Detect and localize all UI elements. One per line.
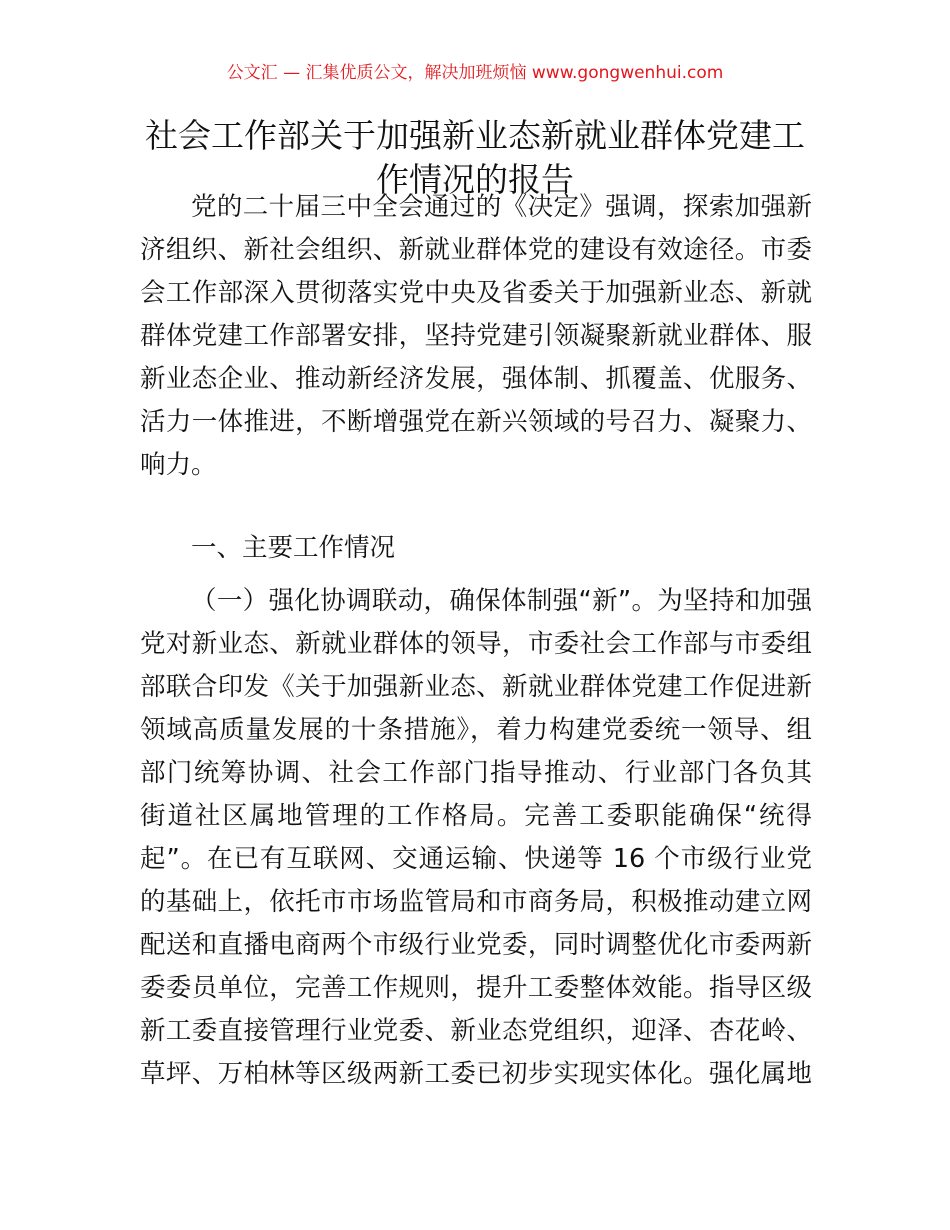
text-line: 响力。	[140, 450, 217, 480]
text-line: 部门统筹协调、社会工作部门指导推动、行业部门各负其	[140, 758, 812, 788]
title-line: 作情况的报告	[376, 160, 574, 199]
text-line: 领域高质量发展的十条措施》，着力构建党委统一领导、组	[140, 715, 812, 745]
paragraph	[140, 580, 812, 1096]
text-line: 会工作部深入贯彻落实党中央及省委关于加强新业态、新就	[140, 278, 812, 308]
document-body	[140, 186, 812, 1096]
text-line: 党对新业态、新就业群体的领导，市委社会工作部与市委组	[140, 629, 812, 659]
text-line: 街道社区属地管理的工作格局。完善工委职能确保“统得	[140, 801, 812, 831]
text-line: 群体党建工作部署安排，坚持党建引领凝聚新就业群体、服	[140, 321, 812, 351]
paragraph	[140, 186, 812, 487]
title-line: 社会工作部关于加强新业态新就业群体党建工	[145, 116, 805, 155]
section-heading	[140, 527, 812, 570]
text-line: 活力一体推进，不断增强党在新兴领域的号召力、凝聚力、	[140, 407, 812, 437]
text-line: （一）强化协调联动，确保体制强“新”。为坚持和加强	[191, 586, 812, 616]
text-line: 新业态企业、推动新经济发展，强体制、抓覆盖、优服务、	[140, 364, 812, 394]
text-line: 济组织、新社会组织、新就业群体党的建设有效途径。市委	[140, 235, 812, 265]
text-line: 部联合印发《关于加强新业态、新就业群体党建工作促进新	[140, 672, 812, 702]
watermark-banner: 公文汇 — 汇集优质公文，解决加班烦恼 www.gongwenhui.com	[226, 63, 724, 83]
text-line: 新工委直接管理行业党委、新业态党组织，迎泽、杏花岭、	[140, 1016, 812, 1046]
text-line: 起”。在已有互联网、交通运输、快递等 16 个市级行业党	[140, 844, 812, 874]
text-line: 配送和直播电商两个市级行业党委，同时调整优化市委两新	[140, 930, 812, 960]
text-line: 的基础上，依托市市场监管局和市商务局，积极推动建立网	[140, 887, 812, 917]
text-line: 一、主要工作情况	[191, 533, 396, 563]
text-line: 党的二十届三中全会通过的《决定》强调，探索加强新	[191, 192, 812, 222]
text-line: 草坪、万柏林等区级两新工委已初步实现实体化。强化属地	[140, 1059, 812, 1089]
text-line: 委委员单位，完善工作规则，提升工委整体效能。指导区级	[140, 973, 812, 1003]
